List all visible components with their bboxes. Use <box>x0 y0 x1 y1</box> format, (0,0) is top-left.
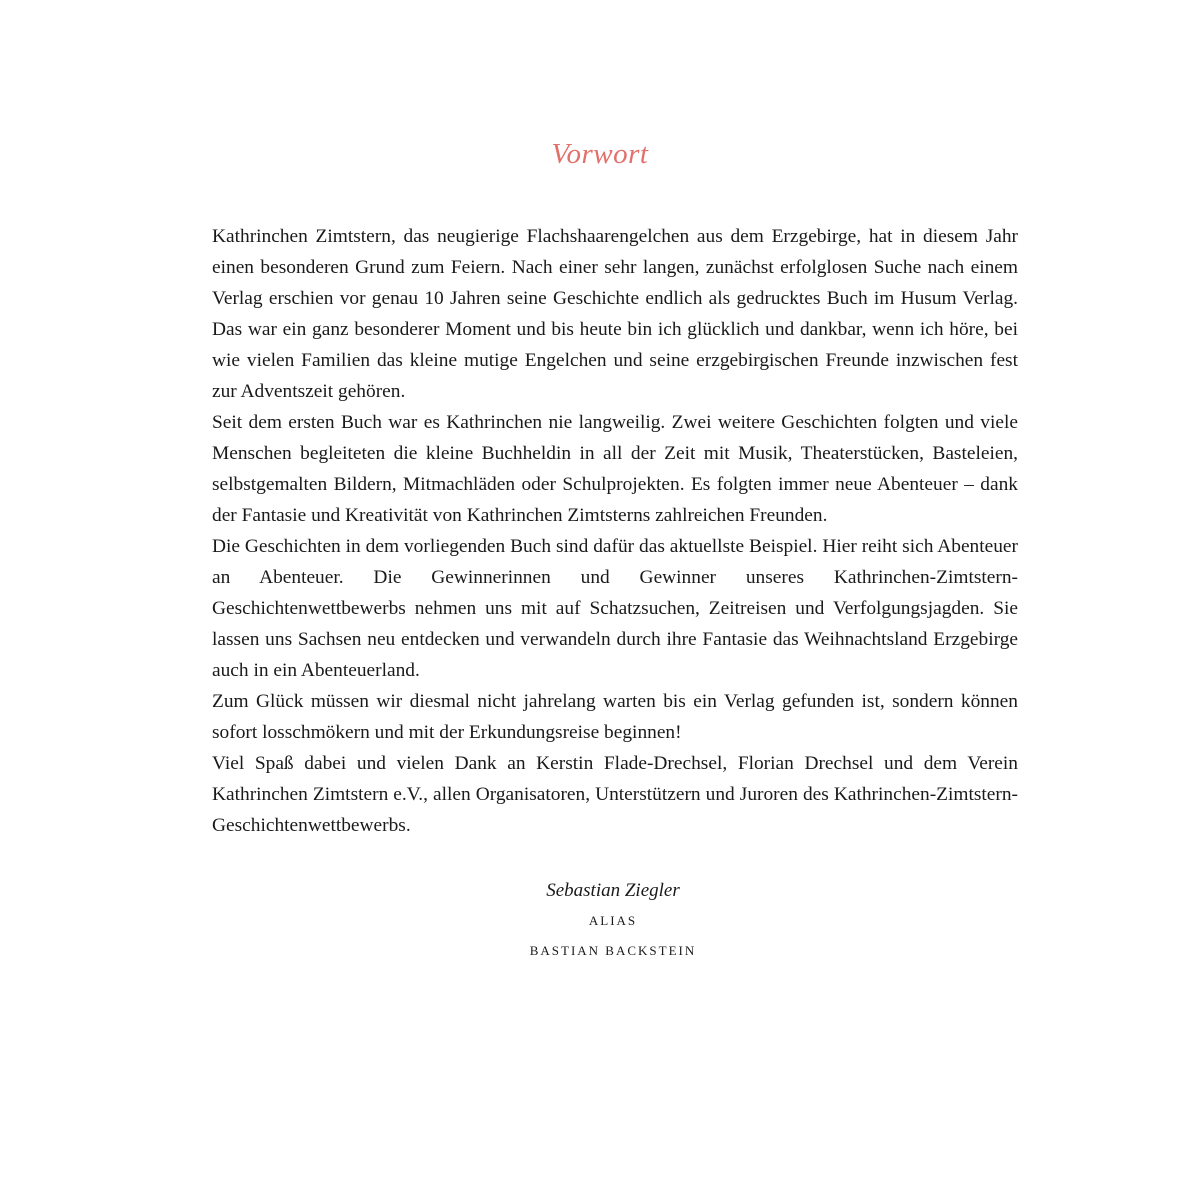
paragraph: Kathrinchen Zimtstern, das neugierige Flachshaarengelchen aus dem Erzgebirge, hat in diesem Jahr einen besonderen Grund zum Feiern. Nach einer sehr langen, zunächst erfolglosen Suche nach einem Verlag erschien vor genau 10 Jahren seine Geschichte endlich als gedrucktes Buch im Husum Verlag. Das war ein ganz besonderer Moment und bis heute bin ich glücklich und dankbar, wenn ich höre, bei wie vielen Familien das kleine mutige Engelchen und seine erzgebirgischen Freunde inzwischen fest zur Adventszeit gehören. <box>212 226 1018 402</box>
alias-name: BASTIAN BACKSTEIN <box>529 943 697 958</box>
paragraph: Seit dem ersten Buch war es Kathrinchen nie langweilig. Zwei weitere Geschichten folgten und viele Menschen begleiteten die kleine Buchheldin in all der Zeit mit Musik, Theaterstücken, Basteleien, selbstgemalten Bildern, Mitmachläden oder Schulprojekten. Es folgten immer neue Abenteuer – dank der Fantasie und Kreativität von Kathrinchen Zimtsterns zahlreichen Freunden. <box>212 412 1018 526</box>
author-name: Sebastian Ziegler <box>546 880 680 901</box>
page-title: Vorwort <box>551 138 649 170</box>
alias-label: ALIAS <box>588 913 638 928</box>
signature-block <box>0 876 1200 966</box>
foreword-body <box>212 221 1018 841</box>
paragraph: Die Geschichten in dem vorliegenden Buch sind dafür das aktuellste Beispiel. Hier reiht sich Abenteuer an Abenteuer. Die Gewinnerinnen und Gewinner unseres Kathrinchen-Zimtstern-Geschichtenwettbewerbs nehmen uns mit auf Schatzsuchen, Zeitreisen und Verfolgungsjagden. Sie lassen uns Sachsen neu entdecken und verwandeln durch ihre Fantasie das Weihnachtsland Erzgebirge auch in ein Abenteuerland. <box>212 536 1018 681</box>
paragraph: Viel Spaß dabei und vielen Dank an Kerstin Flade-Drechsel, Florian Drechsel und dem Verein Kathrinchen Zimtstern e.V., allen Organisatoren, Unterstützern und Juroren des Kathrinchen-Zimtstern-Geschichtenwettbewerbs. <box>212 753 1018 836</box>
paragraph: Zum Glück müssen wir diesmal nicht jahrelang warten bis ein Verlag gefunden ist, sondern können sofort losschmökern und mit der Erkundungsreise beginnen! <box>212 691 1018 743</box>
